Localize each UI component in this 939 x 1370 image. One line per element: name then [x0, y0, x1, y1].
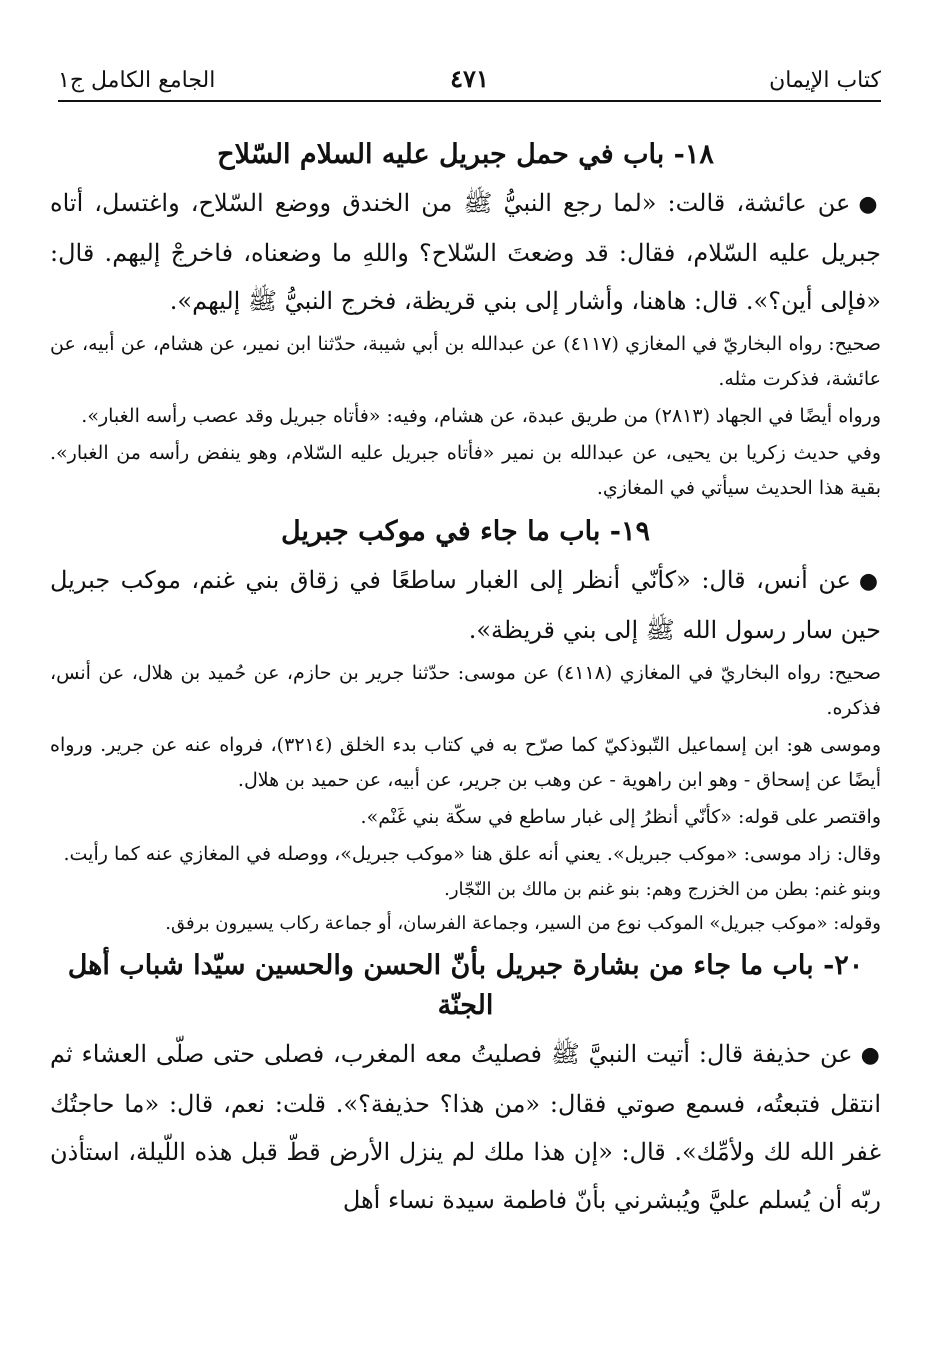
- takhrij-note: وموسى هو: ابن إسماعيل التّبوذكيّ كما صرّح به في كتاب بدء الخلق (٣٢١٤)، فرواه عنه عن جرير. ورواه أيضًا عن إسحاق - وهو ابن راهوية - عن وهب بن جرير، عن أبيه، عن حميد بن هلال.: [50, 734, 882, 791]
- hadith-text: ●عن أنس، قال: «كأنّي أنظر إلى الغبار ساطعًا في زقاق بني غنم، موكب جبريل حين سار رسول الله ﷺ إلى بني قريظة».: [50, 566, 881, 644]
- book-title: كتاب الإيمان: [769, 68, 881, 93]
- hadith-text: ●عن حذيفة قال: أتيت النبيَّ ﷺ فصليتُ معه المغرب، فصلى حتى صلّى العشاء ثم انتقل فتبعتُه، فسمع صوتي فقال: «من هذا؟ حذيفة؟». قلت: نعم، قال: «ما حاجتُك غفر الله لك ولأمِّك». قال: «إن هذا ملك لم ينزل الأرض قطّ قبل هذه اللّيلة، استأذن ربّه أن يُسلم عليَّ ويُبشرني بأنّ فاطمة سيدة نساء أهل: [50, 1040, 882, 1214]
- page-content: [50, 135, 881, 1224]
- gloss-note: وبنو غنم: بطن من الخزرج وهم: بنو غنم بن مالك بن النّجّار.: [444, 879, 881, 900]
- takhrij-note: صحيح: رواه البخاريّ في المغازي (٤١١٨) عن موسى: حدّثنا جرير بن حازم، عن حُميد بن هلال، عن أنس، فذكره.: [50, 662, 881, 719]
- page-number: ٤٧١: [450, 64, 489, 93]
- takhrij-note: وفي حديث زكريا بن يحيى، عن عبدالله بن نمير «فأتاه جبريل عليه السّلام، وهو ينفض رأسه من الغبار». بقية هذا الحديث سيأتي في المغازي.: [50, 442, 881, 499]
- page-header: [58, 60, 881, 96]
- takhrij-note: ورواه أيضًا في الجهاد (٢٨١٣) من طريق عبدة، عن هشام، وفيه: «فأتاه جبريل وقد عصب رأسه الغبار».: [81, 405, 881, 427]
- takhrij-note: واقتصر على قوله: «كأنّي أنظرُ إلى غبار ساطع في سكّة بني غَنْم».: [360, 806, 881, 828]
- work-title: الجامع الكامل ج١: [58, 68, 216, 93]
- section-heading: ١٨- باب في حمل جبريل عليه السلام السّلاح: [217, 139, 714, 170]
- section-heading: ٢٠- باب ما جاء من بشارة جبريل بأنّ الحسن والحسين سيّدا شباب أهل الجنّة: [67, 950, 864, 1021]
- section-heading: ١٩- باب ما جاء في موكب جبريل: [281, 516, 650, 547]
- hadith-text: ●عن عائشة، قالت: «لما رجع النبيُّ ﷺ من الخندق ووضع السّلاح، واغتسل، أتاه جبريل عليه السّلام، فقال: قد وضعتَ السّلاح؟ واللهِ ما وضعناه، فاخرجْ إليهم. قال: «فإلى أين؟». قال: هاهنا، وأشار إلى بني قريظة، فخرج النبيُّ ﷺ إليهم».: [50, 189, 881, 315]
- gloss-note: وقوله: «موكب جبريل» الموكب نوع من السير، وجماعة الفرسان، أو جماعة ركاب يسيرون برفق.: [165, 913, 881, 934]
- takhrij-note: وقال: زاد موسى: «موكب جبريل». يعني أنه علق هنا «موكب جبريل»، ووصله في المغازي عنه كما رأيت.: [63, 843, 881, 865]
- bullet-icon: ●: [860, 1043, 882, 1068]
- takhrij-note: صحيح: رواه البخاريّ في المغازي (٤١١٧) عن عبدالله بن أبي شيبة، حدّثنا ابن نمير، عن هشام، عن أبيه، عن عائشة، فذكرت مثله.: [50, 333, 881, 390]
- bullet-icon: ●: [858, 192, 881, 217]
- bullet-icon: ●: [858, 569, 881, 594]
- header-rule: [58, 100, 881, 102]
